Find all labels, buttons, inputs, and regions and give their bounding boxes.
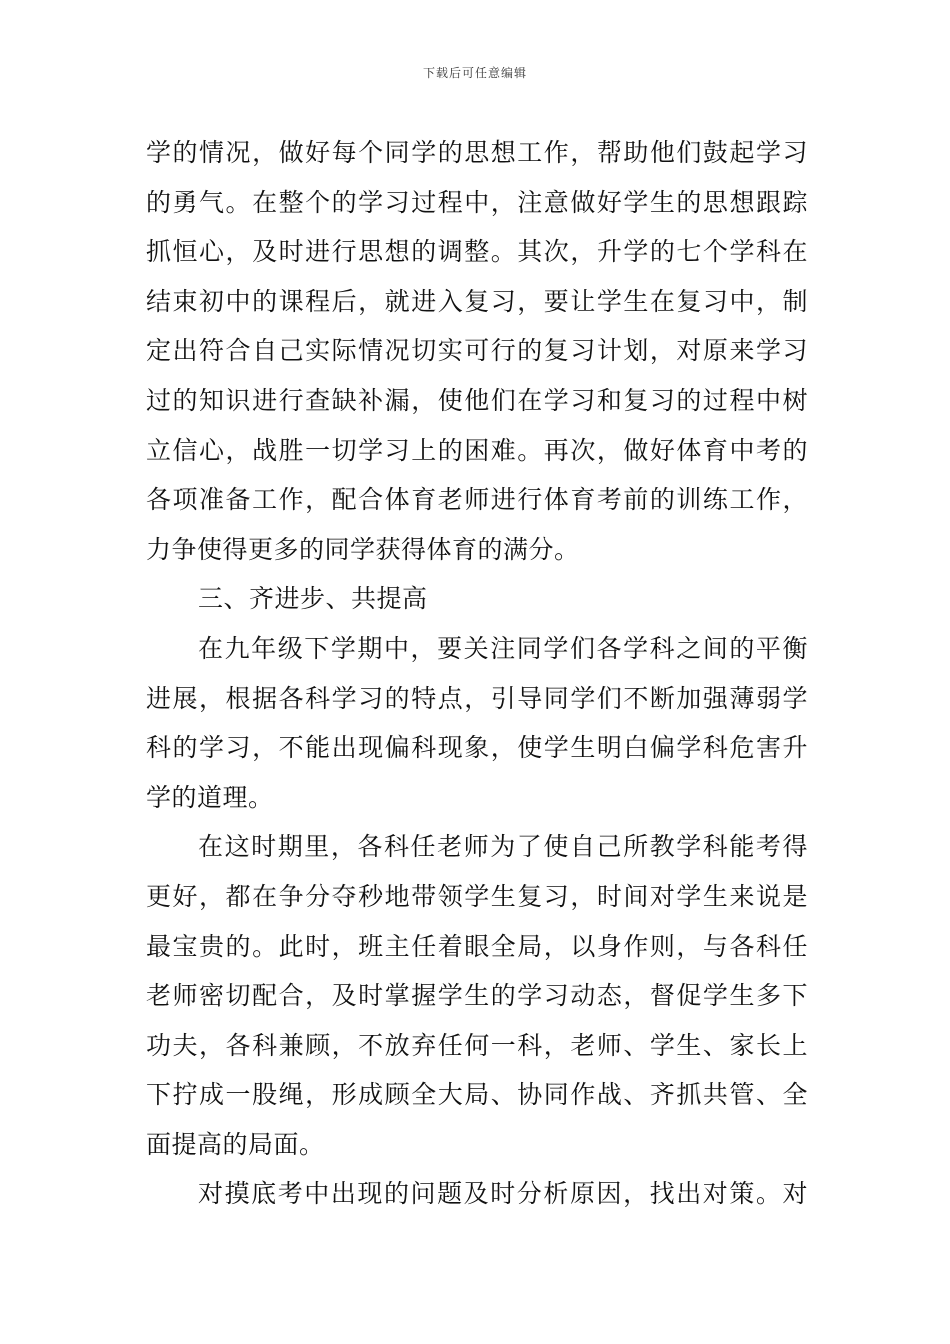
text-line: 进展，根据各科学习的特点，引导同学们不断加强薄弱学 [146,683,808,713]
paragraph [146,1169,808,1219]
text-line: 结束初中的课程后，就进入复习，要让学生在复习中，制 [146,286,808,316]
text-line: 学的情况，做好每个同学的思想工作，帮助他们鼓起学习 [146,138,808,167]
text-line: 学的道理。 [146,782,274,812]
text-line: 在这时期里，各科任老师为了使自己所教学科能考得 [198,832,808,862]
text-line: 的勇气。在整个的学习过程中，注意做好学生的思想跟踪 [146,187,808,217]
text-line: 面提高的局面。 [146,1129,325,1159]
text-line: 最宝贵的。此时，班主任着眼全局，以身作则，与各科任 [146,931,808,961]
text-line: 过的知识进行查缺补漏，使他们在学习和复习的过程中树 [146,385,808,415]
text-line: 功夫，各科兼顾，不放弃任何一科，老师、学生、家长上 [146,1030,808,1060]
text-line: 更好，都在争分夺秒地带领学生复习，时间对学生来说是 [146,881,808,911]
text-line: 在九年级下学期中，要关注同学们各学科之间的平衡 [198,633,808,663]
text-line: 抓恒心，及时进行思想的调整。其次，升学的七个学科在 [146,237,808,267]
paragraph-continuation [146,128,808,574]
heading-text: 三、齐进步、共提高 [198,584,428,614]
text-line: 老师密切配合，及时掌握学生的学习动态，督促学生多下 [146,981,808,1011]
text-line: 对摸底考中出现的问题及时分析原因，找出对策。对 [198,1179,808,1209]
text-line: 各项准备工作，配合体育老师进行体育考前的训练工作， [146,485,808,515]
text-line: 下拧成一股绳，形成顾全大局、协同作战、齐抓共管、全 [146,1080,808,1110]
paragraph [146,822,808,1169]
text-line: 科的学习，不能出现偏科现象，使学生明白偏学科危害升 [146,733,808,763]
document-body [146,128,808,1219]
page-header-note: 下载后可任意编辑 [422,66,527,80]
text-line: 立信心，战胜一切学习上的困难。再次，做好体育中考的 [146,435,808,465]
text-line: 力争使得更多的同学获得体育的满分。 [146,534,580,564]
text-line: 定出符合自己实际情况切实可行的复习计划，对原来学习 [146,336,808,366]
paragraph [146,624,808,822]
section-heading [146,574,808,624]
